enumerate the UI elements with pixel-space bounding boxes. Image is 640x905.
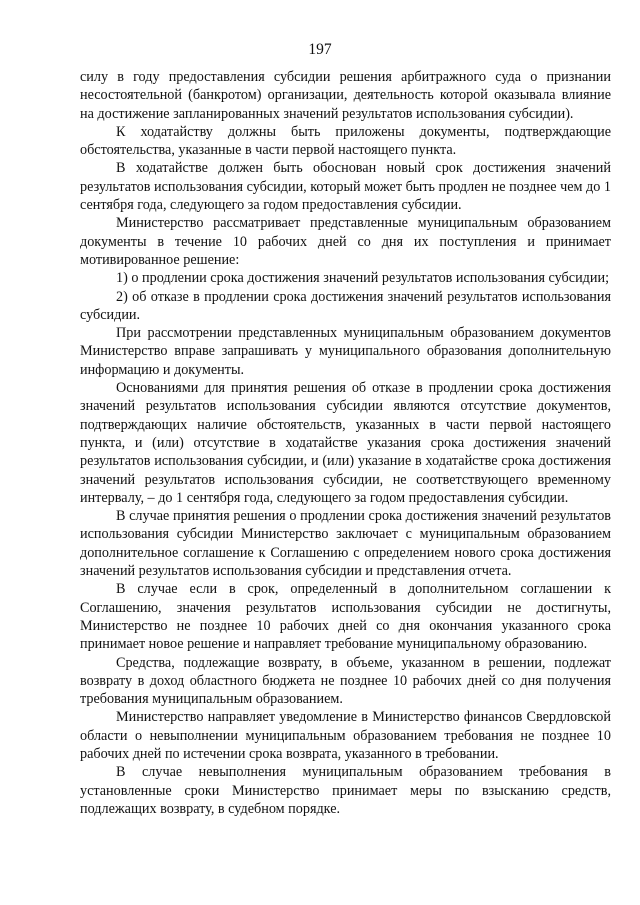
page-number: 197	[308, 41, 332, 58]
list-item-extension: 1) о продлении срока достижения значений результатов использования субсидии;	[116, 270, 610, 287]
list-item-refusal: 2) об отказе в продлении срока достижения значений результатов использования субсидии.	[80, 288, 611, 323]
paragraph-new-deadline: В ходатайстве должен быть обоснован новый срок достижения значений результатов использования субсидии, который может быть продлен не позднее чем до 1 сентября года, следующего за годом предоставления субсидии.	[80, 160, 611, 214]
paragraph-finance-notification: Министерство направляет уведомление в Министерство финансов Свердловской области о невыполнении муниципальным образованием требования не позднее 10 рабочих дней по истечении срока возврата, указанного в требовании.	[80, 709, 611, 762]
paragraph-supplementary-agreement: В случае принятия решения о продлении срока достижения значений результатов использования субсидии Министерство заключает с муниципальным образованием дополнительное соглашение к Соглашению с определением нового срока достижения значений результатов использования субсидии и представления отчета.	[80, 508, 611, 580]
document-body	[80, 68, 611, 818]
paragraph-additional-info: При рассмотрении представленных муниципальным образованием документов Министерство вправе запрашивать у муниципального образования дополнительную информацию и документы.	[80, 325, 611, 378]
paragraph-continuation: силу в году предоставления субсидии решения арбитражного суда о признании несостоятельной (банкротом) организации, деятельность которой оказывала влияние на достижение запланированных значений результатов использования субсидии).	[80, 69, 611, 122]
paragraph-funds-return: Средства, подлежащие возврату, в объеме, указанном в решении, подлежат возврату в доход областного бюджета не позднее 10 рабочих дней со дня получения требования муниципальным образованием.	[80, 654, 611, 708]
paragraph-not-achieved: В случае если в срок, определенный в дополнительном соглашении к Соглашению, значения результатов использования субсидии не достигнуты, Министерство не позднее 10 рабочих дней со дня окончания указанного срока принимает новое решение и направляет требование муниципальному образованию.	[80, 581, 611, 653]
paragraph-court-recovery: В случае невыполнения муниципальным образованием требования в установленные сроки Министерство принимает меры по взысканию средств, подлежащих возврату, в судебном порядке.	[80, 764, 611, 817]
paragraph-refusal-grounds: Основаниями для принятия решения об отказе в продлении срока достижения значений результатов использования субсидии являются отсутствие документов, подтверждающих наличие обстоятельств, указанных в части первой настоящего пункта, и (или) отсутствие в ходатайстве указания срока достижения значений результатов использования субсидии, и (или) указание в ходатайстве срока достижения значений результатов использования субсидии, не соответствующего временному интервалу, – до 1 сентября года, следующего за годом предоставления субсидии.	[80, 380, 611, 506]
paragraph-attached-documents: К ходатайству должны быть приложены документы, подтверждающие обстоятельства, указанные в части первой настоящего пункта.	[80, 123, 611, 159]
paragraph-ministry-review: Министерство рассматривает представленные муниципальным образованием документы в течение 10 рабочих дней со дня их поступления и принимает мотивированное решение:	[80, 215, 611, 268]
